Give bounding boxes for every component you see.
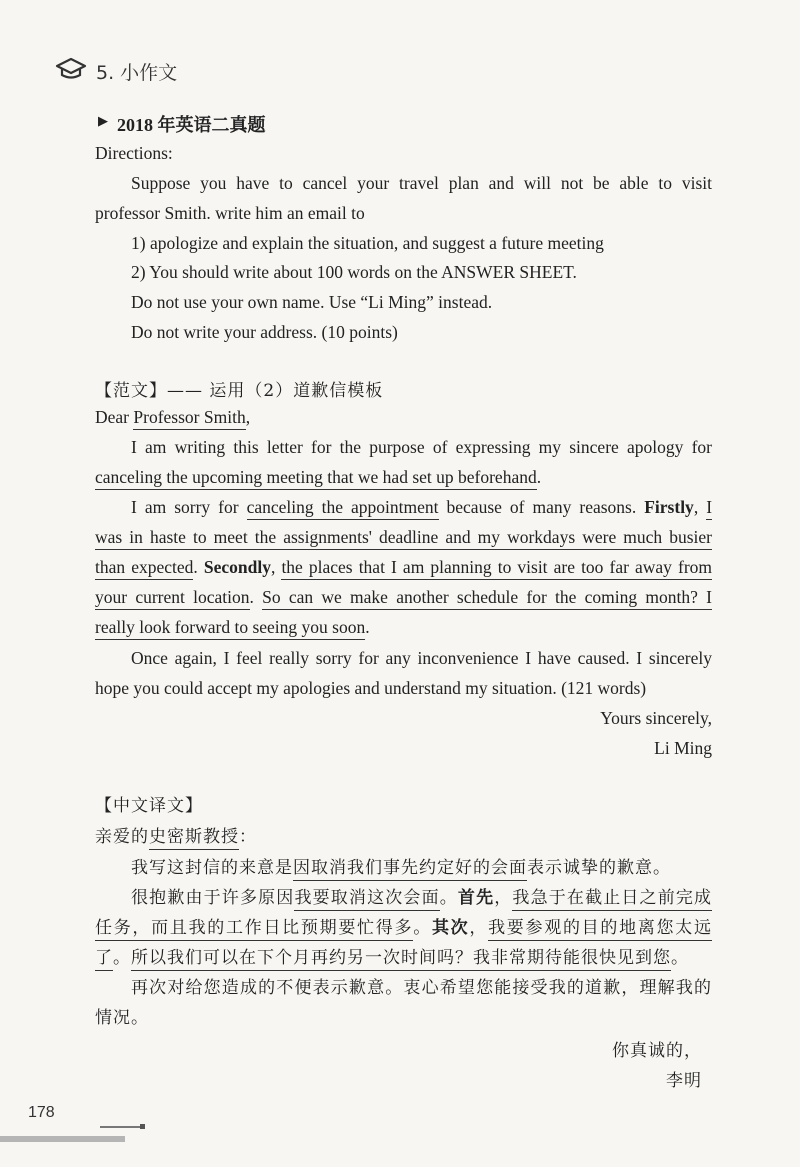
prompt-line-1: Suppose you have to cancel your travel plan and will not be able to visit xyxy=(131,173,712,193)
triangle-bullet-icon: ▶ xyxy=(98,113,108,128)
translation-p3-line-2: 情况。 xyxy=(95,1008,149,1028)
p2-line-1: I am sorry for canceling the appointment because of many reasons. Firstly, I xyxy=(131,497,712,518)
translation-p3-line-1: 再次对给您造成的不便表示歉意。衷心希望您能接受我的道歉，理解我的 xyxy=(131,978,712,998)
graduation-cap-icon xyxy=(55,56,87,82)
translation-greeting: 亲爱的史密斯教授： xyxy=(95,822,257,847)
footer-bar xyxy=(0,1136,125,1142)
p1-line-2: canceling the upcoming meeting that we had set up beforehand. xyxy=(95,467,541,488)
p2-line-2: was in haste to meet the assignments' deadline and my workdays were much busier xyxy=(95,527,712,548)
prompt-line-2: professor Smith. write him an email to xyxy=(95,203,365,223)
p2-line-4: your current location. So can we make another schedule for the coming month? I xyxy=(95,587,712,608)
directions-label: Directions: xyxy=(95,143,173,163)
requirement-3: Do not use your own name. Use “Li Ming” instead. xyxy=(131,292,493,312)
letter-greeting: Dear Professor Smith, xyxy=(95,407,250,428)
p3-line-2: hope you could accept my apologies and understand my situation. (121 words) xyxy=(95,678,647,698)
requirement-1: 1) apologize and explain the situation, and suggest a future meeting xyxy=(131,233,604,253)
p2-line-5: really look forward to seeing you soon. xyxy=(95,617,370,638)
translation-p1: 我写这封信的来意是因取消我们事先约定好的会面表示诚挚的歉意。 xyxy=(131,853,671,878)
p1-line-1: I am writing this letter for the purpose of expressing my sincere apology for xyxy=(131,437,712,457)
requirement-2: 2) You should write about 100 words on the ANSWER SHEET. xyxy=(131,262,577,282)
translation-p2-line-2: 任务，而且我的工作日比预期要忙得多。其次，我要参观的目的地离您太远 xyxy=(95,913,712,938)
translation-p2-line-3: 了。所以我们可以在下个月再约另一次时间吗？我非常期待能很快见到您。 xyxy=(95,943,712,968)
p2-line-3: than expected. Secondly, the places that I am planning to visit are too far away from xyxy=(95,557,712,578)
p3-line-1: Once again, I feel really sorry for any inconvenience I have caused. I sincerely xyxy=(131,648,712,668)
translation-closing: 你真诚的， xyxy=(612,1041,702,1061)
footer-rule-end xyxy=(140,1124,145,1129)
question-title: 2018 年英语二真题 xyxy=(117,115,266,135)
translation-p2-line-1: 很抱歉由于许多原因我要取消这次会面。首先，我急于在截止日之前完成 xyxy=(131,883,712,908)
translation-signature: 李明 xyxy=(666,1071,702,1091)
letter-closing: Yours sincerely, xyxy=(600,708,712,728)
footer-rule xyxy=(100,1126,140,1128)
sample-label: 【范文】—— 运用（2）道歉信模板 xyxy=(95,381,384,401)
section-title: 5. 小作文 xyxy=(96,62,178,84)
letter-signature: Li Ming xyxy=(654,738,712,758)
requirement-4: Do not write your address. (10 points) xyxy=(131,322,398,342)
page-number: 178 xyxy=(28,1104,55,1121)
recipient-name: Professor Smith xyxy=(133,407,245,430)
translation-label: 【中文译文】 xyxy=(95,796,203,816)
